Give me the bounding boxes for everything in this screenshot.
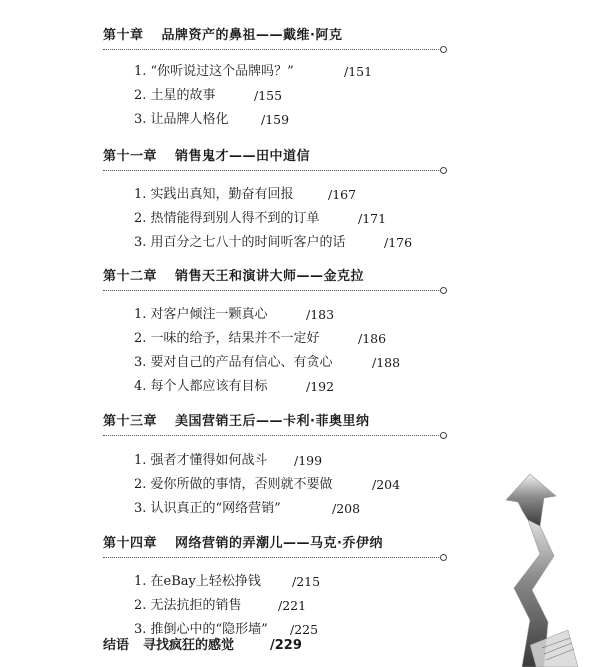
chapter-title: 品牌资产的鼻祖——戴维·阿克 <box>161 28 343 43</box>
toc-item[interactable] <box>134 353 401 373</box>
chapter-divider <box>103 435 443 436</box>
toc-item[interactable] <box>134 475 401 495</box>
epilogue-title: 寻找疯狂的感觉 <box>143 638 235 653</box>
chapter-number: 第十一章 <box>103 149 158 164</box>
arrow-head <box>506 474 556 526</box>
toc-item-page: /204 <box>372 477 401 492</box>
toc-item[interactable] <box>134 305 335 325</box>
toc-item-page: /155 <box>254 88 283 103</box>
toc-item-page: /151 <box>344 64 373 79</box>
toc-item-page: /192 <box>306 379 335 394</box>
toc-item-text: 1. “你听说过这个品牌吗？” <box>134 64 294 79</box>
epilogue-label: 结语 <box>103 638 130 653</box>
chapter-divider <box>103 290 443 291</box>
toc-item[interactable] <box>134 499 361 519</box>
toc-item-text: 2. 无法抗拒的销售 <box>134 598 242 613</box>
toc-item-page: /183 <box>306 307 335 322</box>
toc-item[interactable] <box>134 110 290 130</box>
toc-item-page: /199 <box>294 453 323 468</box>
toc-item-text: 3. 认识真正的“网络营销” <box>134 501 281 516</box>
chapter-divider <box>103 170 443 171</box>
toc-item-page: /176 <box>384 235 413 250</box>
toc-item-text: 1. 在eBay上轻松挣钱 <box>134 574 261 589</box>
toc-item-page: /225 <box>290 622 319 637</box>
chapter-number: 第十二章 <box>103 269 158 284</box>
chapter-heading <box>103 26 342 46</box>
toc-item-text: 4. 每个人都应该有目标 <box>134 379 268 394</box>
toc-item-text: 1. 对客户倾注一颗真心 <box>134 307 268 322</box>
toc-item-text: 3. 推倒心中的“隐形墙” <box>134 622 268 637</box>
epilogue-page: /229 <box>270 638 302 653</box>
toc-item-page: /208 <box>332 501 361 516</box>
chapter-number: 第十四章 <box>103 536 158 551</box>
chapter-heading <box>103 412 369 432</box>
chapter-title: 网络营销的弄潮儿——马克·乔伊纳 <box>175 536 383 551</box>
toc-item[interactable] <box>134 377 335 397</box>
toc-item-page: /171 <box>358 211 387 226</box>
toc-item-page: /215 <box>292 574 321 589</box>
toc-item[interactable] <box>134 86 283 106</box>
chapter-title: 销售鬼才——田中道信 <box>175 149 311 164</box>
toc-item[interactable] <box>134 329 387 349</box>
toc-item-text: 3. 要对自己的产品有信心、有贪心 <box>134 355 333 370</box>
toc-item-text: 2. 土星的故事 <box>134 88 216 103</box>
toc-item-text: 1. 强者才懂得如何战斗 <box>134 453 268 468</box>
toc-item-page: /159 <box>261 112 290 127</box>
toc-item-text: 3. 让品牌人格化 <box>134 112 229 127</box>
toc-item-page: /221 <box>278 598 307 613</box>
chapter-number: 第十章 <box>103 28 144 43</box>
epilogue-entry[interactable] <box>103 636 302 656</box>
toc-item[interactable] <box>134 62 373 82</box>
toc-item-page: /186 <box>358 331 387 346</box>
toc-item[interactable] <box>134 209 387 229</box>
toc-item[interactable] <box>134 185 357 205</box>
chapter-divider <box>103 49 443 50</box>
toc-item[interactable] <box>134 451 323 471</box>
rising-arrow-icon <box>500 470 600 667</box>
toc-item-text: 2. 爱你所做的事情，否则就不要做 <box>134 477 333 492</box>
chapter-title: 销售天王和演讲大师——金克拉 <box>175 269 365 284</box>
chapter-divider <box>103 557 443 558</box>
toc-item[interactable] <box>134 596 307 616</box>
toc-item-page: /188 <box>372 355 401 370</box>
toc-item[interactable] <box>134 572 321 592</box>
chapter-number: 第十三章 <box>103 414 158 429</box>
chapter-title: 美国营销王后——卡利·菲奥里纳 <box>175 414 370 429</box>
toc-item-text: 1. 实践出真知，勤奋有回报 <box>134 187 294 202</box>
toc-item-text: 3. 用百分之七八十的时间听客户的话 <box>134 235 346 250</box>
toc-item-text: 2. 一味的给予，结果并不一定好 <box>134 331 320 346</box>
chapter-heading <box>103 267 364 287</box>
toc-item[interactable] <box>134 233 413 253</box>
toc-item-page: /167 <box>328 187 357 202</box>
chapter-heading <box>103 147 310 167</box>
chapter-heading <box>103 534 383 554</box>
toc-item-text: 2. 热情能得到别人得不到的订单 <box>134 211 320 226</box>
